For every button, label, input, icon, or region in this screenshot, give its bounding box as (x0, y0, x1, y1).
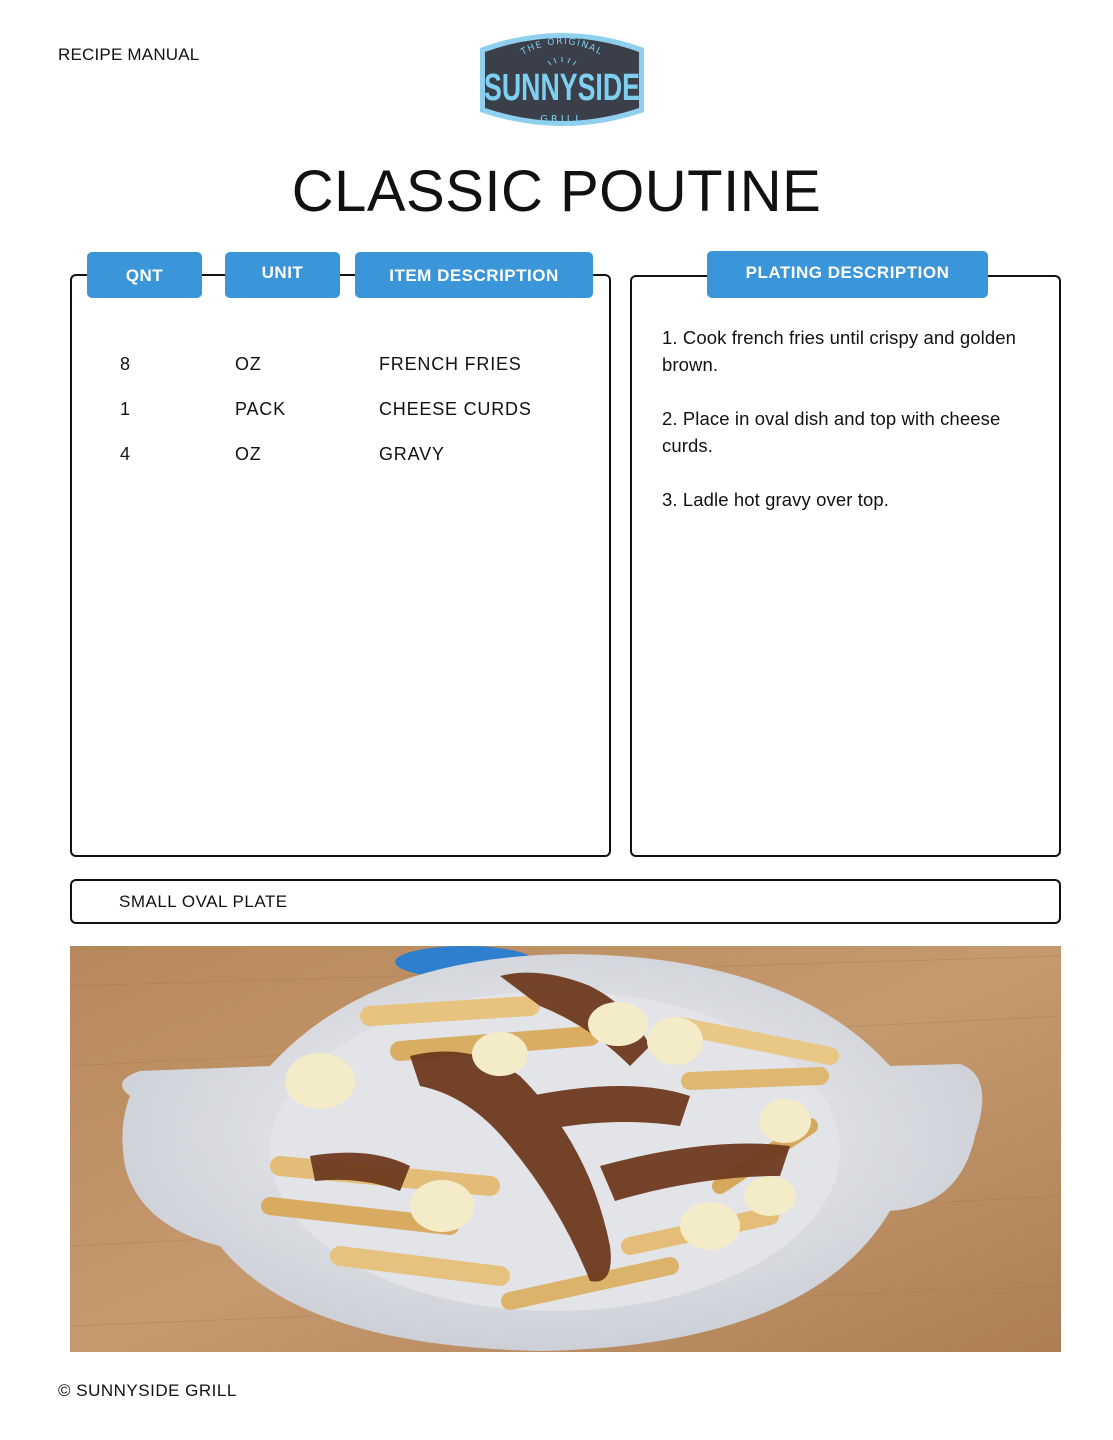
ingredient-unit: OZ (235, 354, 262, 374)
ingredient-item: FRENCH FRIES (379, 354, 522, 374)
plate-type-label: SMALL OVAL PLATE (119, 892, 288, 911)
qnt-column-header: QNT (87, 252, 202, 298)
logo-top-text: THE ORIGINAL (519, 36, 605, 58)
plating-steps (662, 324, 1042, 540)
ingredient-qnt: 8 (120, 354, 131, 374)
ingredient-item: GRAVY (379, 444, 445, 464)
ingredient-unit: OZ (235, 444, 262, 464)
logo-brand-text: SUNNYSIDE (484, 67, 640, 109)
plating-description-header: PLATING DESCRIPTION (707, 251, 988, 298)
poutine-photo (70, 946, 1061, 1352)
sunnyside-grill-logo (470, 24, 654, 132)
ingredients-panel (70, 274, 611, 857)
recipe-title: CLASSIC POUTINE (291, 159, 822, 224)
item-description-column-header: ITEM DESCRIPTION (355, 252, 593, 298)
document-label: RECIPE MANUAL (58, 45, 200, 64)
plating-step: 3. Ladle hot gravy over top. (662, 489, 889, 510)
copyright-footer: © SUNNYSIDE GRILL (58, 1381, 237, 1400)
unit-column-header: UNIT (225, 252, 340, 298)
ingredient-qnt: 4 (120, 444, 131, 464)
ingredient-qnt: 1 (120, 399, 131, 419)
ingredient-unit: PACK (235, 399, 286, 419)
plating-step: 1. Cook french fries until crispy and golden brown. (662, 327, 1017, 375)
plating-step: 2. Place in oval dish and top with cheese curds. (662, 408, 1001, 456)
ingredient-item: CHEESE CURDS (379, 399, 532, 419)
logo-sub-text: GRILL (540, 114, 584, 125)
